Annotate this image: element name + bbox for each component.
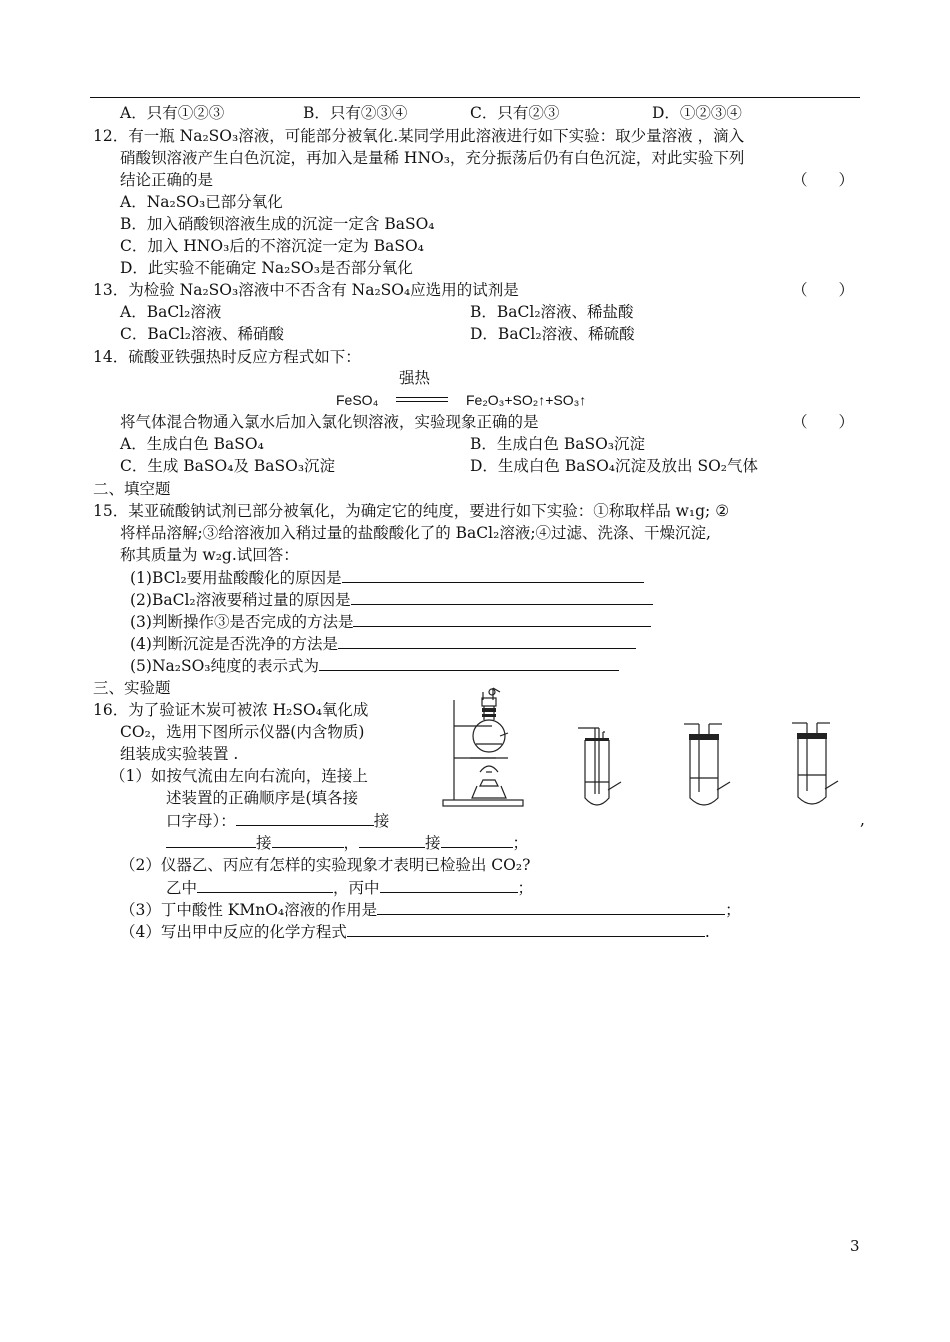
- q16-part3-blank[interactable]: [377, 899, 725, 915]
- q13-answer-paren: （ ）: [792, 281, 855, 299]
- q16-blank-5[interactable]: [441, 832, 513, 848]
- q16-comma-1: ，: [343, 834, 360, 852]
- q15-sub3-blank[interactable]: [353, 611, 651, 627]
- q14-option-c: C．生成 BaSO₄及 BaSO₃沉淀: [120, 457, 336, 475]
- q14-stem-line2: 将气体混合物通入氯水后加入氯化钡溶液，实验现象正确的是: [120, 413, 539, 431]
- q16-blank-1[interactable]: [236, 810, 374, 826]
- page-number: 3: [850, 1237, 860, 1255]
- q14-answer-paren: （ ）: [792, 413, 855, 431]
- q16-semicolon-2: ；: [517, 879, 534, 897]
- q16-part1-line4: [166, 832, 528, 853]
- q15-sub5: [130, 655, 619, 676]
- q15-sub1-label: (1)BCl₂要用盐酸酸化的原因是: [130, 569, 342, 587]
- apparatus-tube-right: [790, 717, 842, 812]
- q13-option-a: A．BaCl₂溶液: [120, 303, 222, 321]
- apparatus-tube-middle: [682, 720, 734, 812]
- q15-sub3: [130, 611, 651, 632]
- q15-sub2-label: (2)BaCl₂溶液要稍过量的原因是: [130, 591, 351, 609]
- q16-part4-blank[interactable]: [347, 921, 705, 937]
- q16-blank-4[interactable]: [359, 832, 425, 848]
- q16-part1-label: 口字母）：: [166, 812, 236, 830]
- header-rule: [90, 97, 860, 98]
- q14-option-b: B．生成白色 BaSO₃沉淀: [470, 435, 645, 453]
- q15-sub5-blank[interactable]: [319, 655, 619, 671]
- section-fill-in-heading: 二、填空题: [93, 480, 171, 498]
- section-experiment-heading: 三、实验题: [93, 679, 171, 697]
- q16-part1-line1: （1）如按气流由左向右流向，连接上: [110, 767, 368, 785]
- q16-part1-line2: 述装置的正确顺序是(填各接: [166, 789, 359, 807]
- q15-sub4-label: (4)判断沉淀是否洗净的方法是: [130, 635, 338, 653]
- q13-option-d: D．BaCl₂溶液、稀硫酸: [470, 325, 635, 343]
- q15-sub4-blank[interactable]: [338, 633, 636, 649]
- q15-stem-line2: 将样品溶解;③给溶液加入稍过量的盐酸酸化了的 BaCl₂溶液;④过滤、洗涤、干燥沉淀,: [120, 524, 711, 542]
- q14-reactant: FeSO₄: [336, 392, 379, 408]
- q16-jie-3: 接: [425, 834, 441, 852]
- q14-stem: 14．硫酸亚铁强热时反应方程式如下：: [93, 348, 361, 366]
- q16-semicolon-1: ；: [512, 834, 529, 852]
- apparatus-tube-left: [575, 720, 625, 812]
- q15-stem-line1: 15．某亚硫酸钠试剂已部分被氧化，为确定它的纯度，要进行如下实验：①称取样品 w₁g; ②: [93, 502, 730, 520]
- q15-sub1-blank[interactable]: [342, 567, 644, 583]
- q12-option-b: B．加入硝酸钡溶液生成的沉淀一定含 BaSO₄: [120, 215, 435, 233]
- q13-option-b: B．BaCl₂溶液、稀盐酸: [470, 303, 634, 321]
- q15-sub2: [130, 589, 653, 610]
- q15-sub2-blank[interactable]: [351, 589, 653, 605]
- q14-condition: 强热: [399, 369, 431, 387]
- q13-stem: 13．为检验 Na₂SO₃溶液中不否含有 Na₂SO₄应选用的试剂是: [93, 281, 519, 299]
- q16-stem-line1: 16．为了验证木炭可被浓 H₂SO₄氧化成: [93, 701, 369, 719]
- q16-part2-yi-blank[interactable]: [197, 877, 333, 893]
- q12-option-a: A．Na₂SO₃已部分氧化: [120, 193, 283, 211]
- q16-part2: （2）仪器乙、丙应有怎样的实验现象才表明已检验出 CO₂?: [120, 856, 531, 874]
- q15-sub1: [130, 567, 644, 588]
- q11-option-b: B．只有②③④: [303, 104, 408, 122]
- q12-stem-line1: 12．有一瓶 Na₂SO₃溶液，可能部分被氧化.某同学用此溶液进行如下实验：取少量溶液 ，滴入: [93, 127, 745, 145]
- q16-part3: [120, 899, 741, 920]
- q13-option-c: C．BaCl₂溶液、稀硝酸: [120, 325, 285, 343]
- q16-line-end-comma: ,: [860, 811, 865, 829]
- q16-part2-bing-blank[interactable]: [380, 877, 518, 893]
- q12-option-c: C．加入 HNO₃后的不溶沉淀一定为 BaSO₄: [120, 237, 424, 255]
- q14-option-a: A．生成白色 BaSO₄: [120, 435, 264, 453]
- q16-part2-bing-label: ，丙中: [333, 879, 380, 897]
- q14-option-d: D．生成白色 BaSO₄沉淀及放出 SO₂气体: [470, 457, 758, 475]
- q16-part3-label: （3）丁中酸性 KMnO₄溶液的作用是: [120, 901, 378, 919]
- q16-semicolon-3: ；: [725, 901, 741, 919]
- q12-stem-line2: 硝酸钡溶液产生白色沉淀，再加入是量稀 HNO₃，充分振荡后仍有白色沉淀，对此实验下列: [120, 149, 745, 167]
- q12-stem-line3: 结论正确的是: [120, 171, 214, 189]
- q14-equals-sign: [396, 397, 448, 402]
- q15-sub4: [130, 633, 636, 654]
- q16-blank-3[interactable]: [272, 832, 344, 848]
- q11-option-d: D．①②③④: [652, 104, 742, 122]
- q16-part2-answers: [166, 877, 533, 898]
- q16-blank-2[interactable]: [166, 832, 256, 848]
- q16-part4-label: （4）写出甲中反应的化学方程式: [120, 923, 347, 941]
- q15-stem-line3: 称其质量为 w₂g.试回答：: [120, 546, 299, 564]
- q16-part4: [120, 921, 710, 942]
- apparatus-flask-stand-figure: [440, 686, 530, 812]
- q16-part1-line3: [166, 810, 389, 831]
- q15-sub5-label: (5)Na₂SO₃纯度的表示式为: [130, 657, 320, 675]
- q11-option-c: C．只有②③: [470, 104, 560, 122]
- q16-stem-line2: CO₂，选用下图所示仪器(内含物质): [120, 723, 365, 741]
- q16-stem-line3: 组装成实验装置 .: [120, 745, 239, 763]
- q11-option-a: A．只有①②③: [120, 104, 225, 122]
- q15-sub3-label: (3)判断操作③是否完成的方法是: [130, 613, 354, 631]
- q16-period: .: [704, 923, 710, 941]
- q14-products: Fe₂O₃+SO₂↑+SO₃↑: [466, 392, 587, 408]
- q16-part2-yi-label: 乙中: [166, 879, 198, 897]
- q16-jie-2: 接: [256, 834, 272, 852]
- q16-jie-1: 接: [373, 812, 390, 830]
- q12-option-d: D．此实验不能确定 Na₂SO₃是否部分氧化: [120, 259, 413, 277]
- q12-answer-paren: （ ）: [792, 171, 855, 189]
